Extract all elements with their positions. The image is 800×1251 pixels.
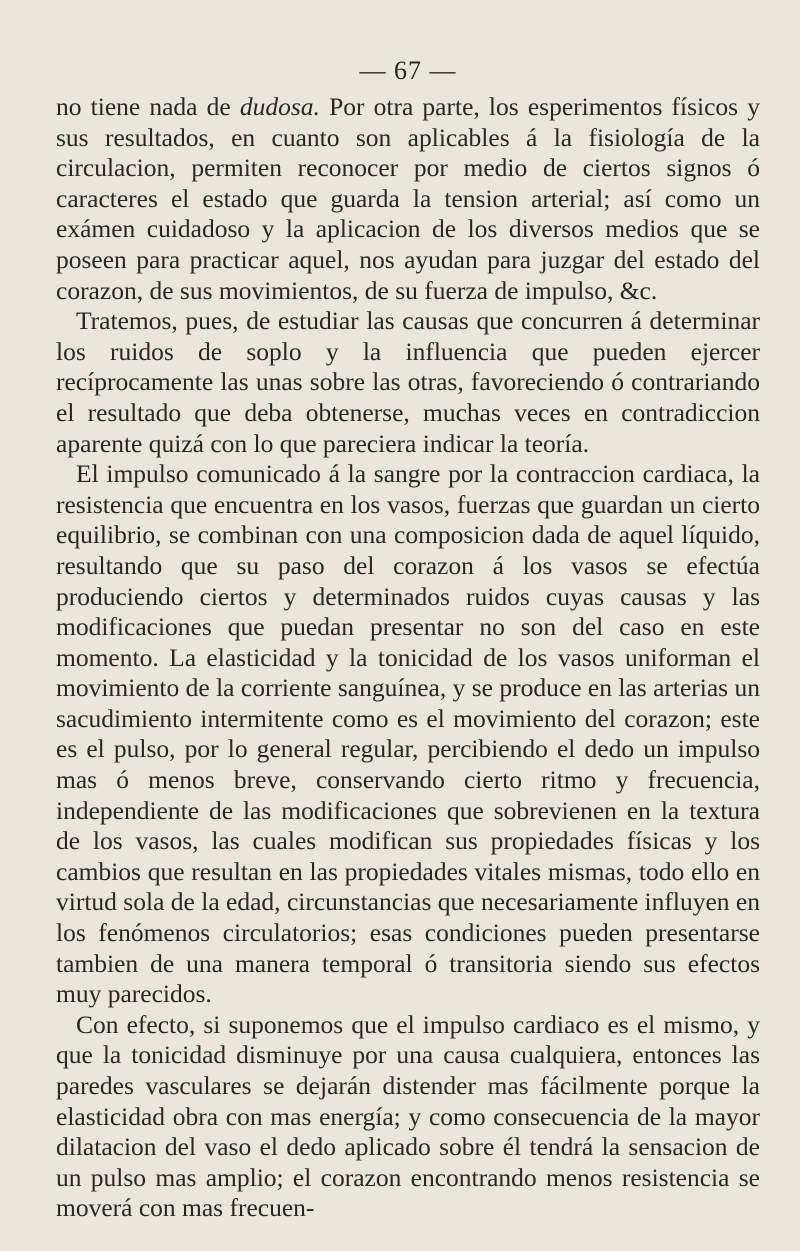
- page-number: — 67 —: [359, 56, 457, 85]
- paragraph: [56, 92, 760, 306]
- italic-word: dudosa.: [239, 92, 320, 121]
- paragraph: [56, 306, 760, 459]
- paragraph-text: Tratemos, pues, de estudiar las causas que concurren á determinar los ruidos de soplo y la influencia que pueden ejercer recíprocamente las unas sobre las otras, favoreciendo ó contrariando el resultado que deba obtenerse, muchas veces en contradiccion aparente quizá con lo que pareciera indicar la teoría.: [56, 306, 760, 458]
- paragraph-text: Con efecto, si suponemos que el impulso cardiaco es el mismo, y que la tonicidad disminuye por una causa cualquiera, entonces las paredes vasculares se dejarán distender mas fácilmente porque la elasticidad obra con mas energía; y como consecuencia de la mayor dilatacion del vaso el dedo aplicado sobre él tendrá la sensacion de un pulso mas amplio; el corazon encontrando menos resistencia se moverá con mas frecuen-: [56, 1009, 760, 1223]
- paragraph-text: Por otra parte, los esperimentos físicos y sus resultados, en cuanto son aplicables á la fisiología de la circulacion, permiten reconocer por medio de ciertos signos ó caracteres el estado que guarda la tension arterial; así como un exámen cuidadoso y la aplicacion de los diversos medios que se poseen para practicar aquel, nos ayudan para juzgar del estado del corazon, de sus movimientos, de su fuerza de impulso, &c.: [56, 92, 760, 305]
- paragraph: [56, 459, 760, 1010]
- paragraph: [56, 1010, 760, 1224]
- body-text: [56, 92, 760, 1224]
- paragraph-text: El impulso comunicado á la sangre por la contraccion cardiaca, la resistencia que encuentra en los vasos, fuerzas que guardan un cierto equilibrio, se combinan con una composicion dada de aquel líquido, resultando que su paso del corazon á los vasos se efectúa produciendo ciertos y determinados ruidos cuyas causas y las modificaciones que puedan presentar no son del caso en este momento. La elasticidad y la tonicidad de los vasos uniforman el movimiento de la corriente sanguínea, y se produce en las arterias un sacudimiento intermitente como es el movimiento del corazon; este es el pulso, por lo general regular, percibiendo el dedo un impulso mas ó menos breve, conservando cierto ritmo y frecuencia, independiente de las modificaciones que sobrevienen en la textura de los vasos, las cuales modifican sus propiedades físicas y los cambios que resultan en las propiedades vitales mismas, todo ello en virtud sola de la edad, circunstancias que necesariamente influyen en los fenómenos circulatorios; esas condiciones pueden presentarse tambien de una manera temporal ó transitoria siendo sus efectos muy parecidos.: [56, 459, 760, 1009]
- paragraph-text: no tiene nada de: [56, 92, 240, 121]
